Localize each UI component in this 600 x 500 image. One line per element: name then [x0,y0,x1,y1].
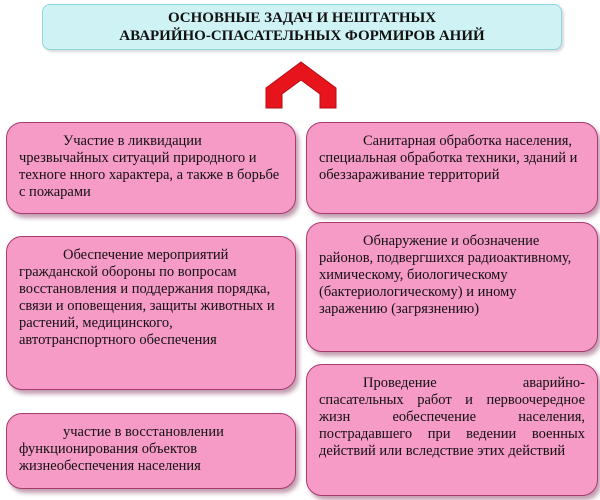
double-chevron-up-icon [262,58,340,110]
task-box-restoration [6,413,296,489]
task-box-contamination-detection [306,222,598,352]
task-text: Проведение аварийно-спасательных работ и первоочередное жизн еобеспечение населения, пострадавшего при ведении военных действий или вследствие этих действий [319,375,585,459]
arrow-shape [266,62,336,108]
task-box-emergency-liquidation [6,122,296,214]
task-box-civil-defense [6,236,296,390]
title-line-1: ОСНОВНЫЕ ЗАДАЧ И НЕШТАТНЫХ [167,10,437,26]
diagram-title [42,4,562,50]
task-text: Санитарная обработка населения, специальная обработка техники, зданий и обеззараживание территорий [319,133,578,183]
task-text: Обеспечение мероприятий гражданской обороны по вопросам восстановления и поддержания порядка, связи и оповещения, защиты животных и растений, медицинского, автотранспортного обеспечения [19,247,275,348]
title-line-2: АВАРИЙНО-СПАСАТЕЛЬНЫХ ФОРМИРОВ АНИЙ [119,28,485,44]
task-text: участие в восстановлении функционирования объектов жизнеобеспечения населения [19,424,224,474]
task-box-sanitary-treatment [306,122,598,214]
task-box-rescue-operations [306,364,598,496]
task-text: Обнаружение и обозначение районов, подвергшихся радиоактивному, химическому, биологическому (бактериологическому) и иному заражению (загрязнению) [319,233,572,317]
task-text: Участие в ликвидации чрезвычайных ситуаций природного и техноге нного характера, а также в борьбе с пожарами [19,133,280,200]
